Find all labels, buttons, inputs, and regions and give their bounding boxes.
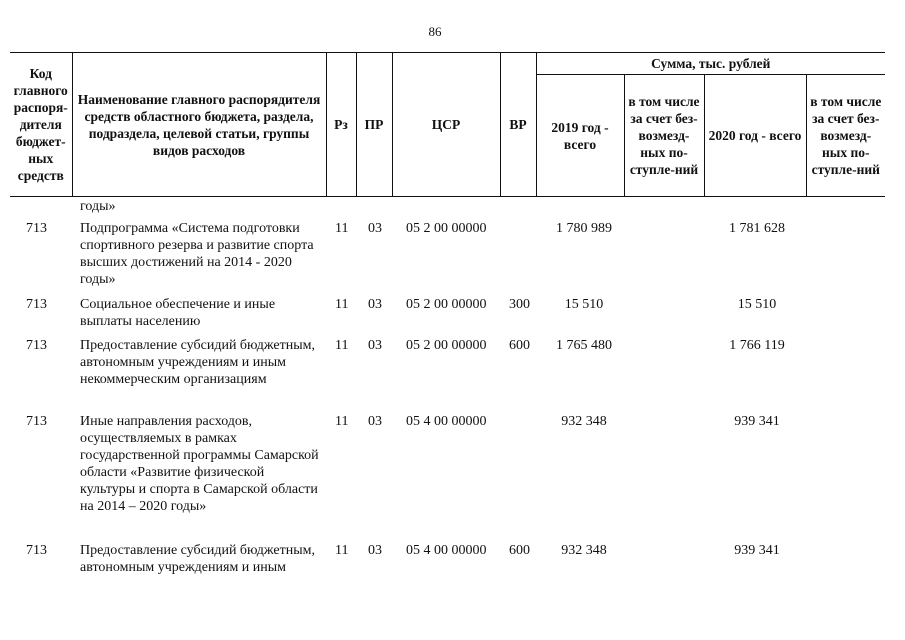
continuation-text: годы»: [80, 199, 116, 214]
row-name: Подпрограмма «Система подготовки спортивного резерва и развитие спорта высших достижений на 2014 - 2020 годы»: [80, 221, 314, 287]
header-2019-gratuitous: в том числе за счет без-возмезд-ных по-ступле-ний: [624, 75, 704, 197]
header-2020-gratuitous: в том числе за счет без-возмезд-ных по-ступле-ний: [806, 75, 885, 197]
row-sum-2020: 15 510: [737, 297, 777, 312]
row-csr: 05 4 00 00000: [406, 543, 487, 558]
row-pr: 03: [368, 338, 382, 353]
row-code: 713: [26, 414, 47, 429]
row-vr: 600: [509, 543, 530, 558]
header-2019-total: 2019 год - всего: [536, 75, 624, 197]
row-sum-2020: 939 341: [734, 414, 780, 429]
row-rz: 11: [335, 414, 349, 429]
header-vr: ВР: [500, 53, 536, 197]
row-pr: 03: [368, 221, 382, 236]
header-code: Код главного распоря-дителя бюджет-ных средств: [10, 53, 72, 197]
row-name: Предоставление субсидий бюджетным, автономным учреждениям и иным некоммерческим организациям: [80, 338, 316, 387]
row-sum-2019: 1 780 989: [556, 221, 612, 236]
row-sum-2019: 932 348: [561, 543, 607, 558]
row-code: 713: [26, 221, 47, 236]
row-code: 713: [26, 297, 47, 312]
row-sum-2020: 939 341: [734, 543, 780, 558]
row-sum-2020: 1 781 628: [729, 221, 785, 236]
row-csr: 05 2 00 00000: [406, 297, 487, 312]
row-vr: 300: [509, 297, 530, 312]
row-code: 713: [26, 543, 47, 558]
row-pr: 03: [368, 297, 382, 312]
row-rz: 11: [335, 221, 349, 236]
header-rz: Рз: [326, 53, 356, 197]
table-header: [10, 52, 885, 197]
row-pr: 03: [368, 543, 382, 558]
row-sum-2019: 932 348: [561, 414, 607, 429]
header-pr: ПР: [356, 53, 392, 197]
row-csr: 05 2 00 00000: [406, 338, 487, 353]
header-csr: ЦСР: [392, 53, 500, 197]
row-sum-2020: 1 766 119: [729, 338, 785, 353]
row-name: Предоставление субсидий бюджетным, автономным учреждениям и иным: [80, 543, 316, 575]
header-2020-total: 2020 год - всего: [704, 75, 806, 197]
page-number: 86: [428, 24, 442, 39]
row-rz: 11: [335, 297, 349, 312]
row-csr: 05 4 00 00000: [406, 414, 487, 429]
row-vr: 600: [509, 338, 530, 353]
header-sum-group: Сумма, тыс. рублей: [536, 53, 885, 75]
row-name: Иные направления расходов, осуществляемых в рамках государственной программы Самарской области «Развитие физической культуры и спорта в Самарской области на 2014 – 2020 годы»: [80, 414, 319, 514]
row-name: Социальное обеспечение и иные выплаты населению: [80, 297, 276, 329]
row-csr: 05 2 00 00000: [406, 221, 487, 236]
header-name: Наименование главного распорядителя средств областного бюджета, раздела, подраздела, целевой статьи, группы видов расходов: [72, 53, 326, 197]
row-sum-2019: 1 765 480: [556, 338, 612, 353]
row-rz: 11: [335, 543, 349, 558]
row-rz: 11: [335, 338, 349, 353]
row-code: 713: [26, 338, 47, 353]
row-sum-2019: 15 510: [564, 297, 604, 312]
row-pr: 03: [368, 414, 382, 429]
